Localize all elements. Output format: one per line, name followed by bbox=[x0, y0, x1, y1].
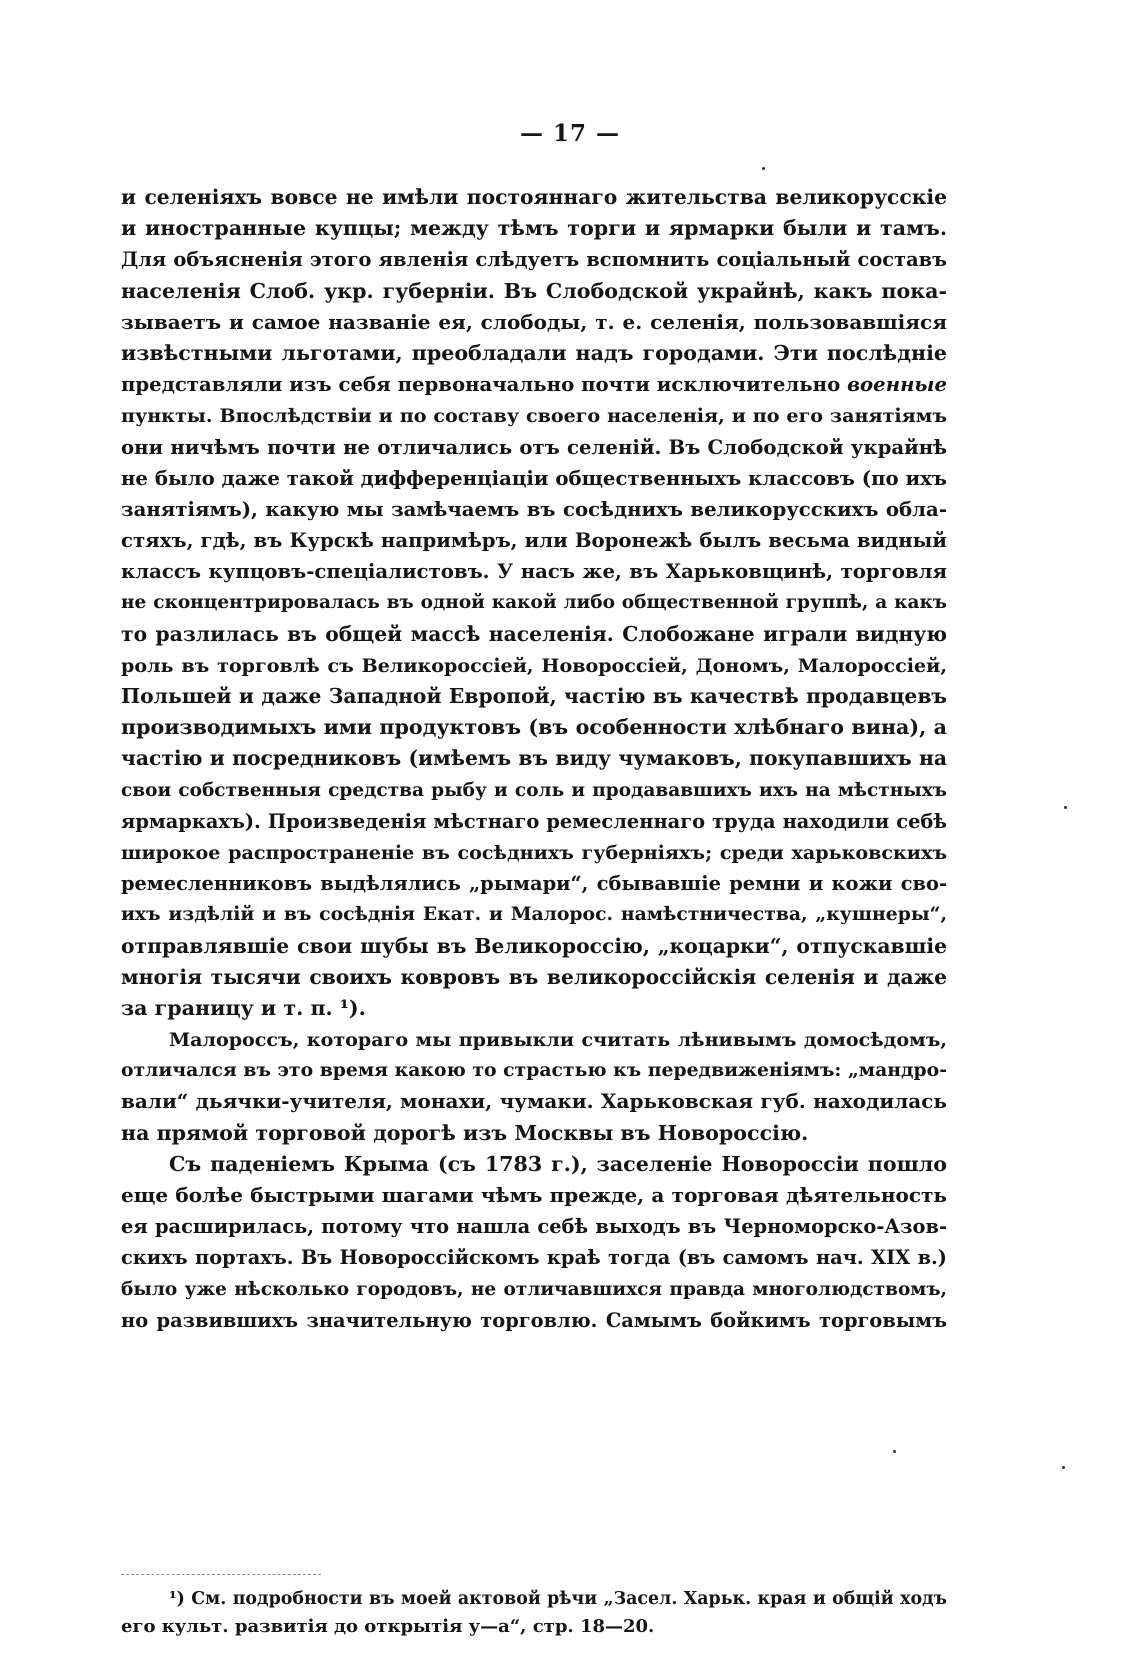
text-line: классъ купцовъ-спеціалистовъ. У насъ же, въ Харьковщинѣ, торговля bbox=[121, 560, 947, 584]
text-line: многія тысячи своихъ ковровъ въ великороссійскія селенія и даже bbox=[121, 964, 947, 989]
body-text bbox=[121, 182, 947, 1336]
text-line: стяхъ, гдѣ, въ Курскѣ напримѣръ, или Воронежѣ былъ весьма видный bbox=[121, 529, 947, 553]
text-line: отправлявшіе свои шубы въ Великороссію, „коцарки“, отпускавшіе bbox=[121, 933, 947, 958]
text-line: Польшей и даже Западной Европой, частію въ качествѣ продавцевъ bbox=[121, 684, 947, 708]
text-line: Малороссъ, котораго мы привыкли считать лѣнивымъ домосѣдомъ, bbox=[169, 1028, 947, 1052]
text-line: вали“ дьячки-учителя, монахи, чумаки. Харьковская губ. находилась bbox=[121, 1089, 947, 1114]
text-line: широкое распространеніе въ сосѣднихъ губерніяхъ; среди харьковскихъ bbox=[121, 840, 947, 864]
text-line: ея расширилась, потому что нашла себѣ выходъ въ Черноморско-Азов- bbox=[121, 1215, 947, 1239]
footnote-divider bbox=[121, 1574, 321, 1575]
text-line: населенія Слоб. укр. губерніи. Въ Слободской украйнѣ, какъ пока- bbox=[121, 278, 947, 303]
footnote-line: его культ. развитія до открытія у—а“, стр. 18—20. bbox=[121, 1616, 655, 1637]
text-line: на прямой торговой дорогѣ изъ Москвы въ Новороссію. bbox=[121, 1120, 809, 1145]
footnote bbox=[121, 1586, 947, 1640]
text-line: скихъ портахъ. Въ Новороссійскомъ краѣ тогда (въ самомъ нач. XIX в.) bbox=[121, 1246, 947, 1270]
text-line: ремесленниковъ выдѣлялись „рымари“, сбывавшіе ремни и кожи сво- bbox=[121, 872, 947, 896]
scan-speck bbox=[762, 167, 765, 170]
emphasis-word: военные bbox=[847, 373, 947, 397]
text-line: то разлилась въ общей массѣ населенія. Слобожане играли видную bbox=[121, 621, 947, 646]
text-line: но развившихъ значительную торговлю. Самымъ бойкимъ торговымъ bbox=[121, 1308, 947, 1332]
scan-speck bbox=[893, 1450, 896, 1453]
text-line-content: представляли изъ себя первоначально почти исключительно bbox=[121, 373, 841, 397]
text-line: роль въ торговлѣ съ Великороссіей, Новороссіей, Дономъ, Малороссіей, bbox=[121, 653, 947, 677]
text-line bbox=[121, 369, 947, 400]
text-line: Для объясненія этого явленія слѣдуетъ вспомнить соціальный составъ bbox=[121, 248, 947, 272]
scan-speck bbox=[1064, 806, 1067, 809]
text-line: пункты. Впослѣдствіи и по составу своего населенія, и по его занятіямъ bbox=[121, 404, 947, 428]
text-line: они ничѣмъ почти не отличались отъ селеній. Въ Слободской украйнѣ bbox=[121, 435, 947, 459]
text-line: и иностранные купцы; между тѣмъ торги и ярмарки были и тамъ. bbox=[121, 216, 947, 241]
text-line: свои собственныя средства рыбу и соль и продававшихъ ихъ на мѣстныхъ bbox=[121, 779, 947, 801]
text-line: частію и посредниковъ (имѣемъ въ виду чумаковъ, покупавшихъ на bbox=[121, 746, 947, 771]
text-line: ихъ издѣлій и въ сосѣднія Екат. и Малорос. намѣстничества, „кушнеры“, bbox=[121, 903, 947, 926]
text-line: не было даже такой дифференціаціи общественныхъ классовъ (по ихъ bbox=[121, 466, 947, 490]
text-line: Съ паденіемъ Крыма (съ 1783 г.), заселеніе Новороссіи пошло bbox=[169, 1151, 947, 1176]
text-line: еще болѣе быстрыми шагами чѣмъ прежде, а торговая дѣятельность bbox=[121, 1183, 947, 1207]
text-line: отличался въ это время какою то страстью къ передвиженіямъ: „мандро- bbox=[121, 1059, 947, 1082]
text-line: занятіямъ), какую мы замѣчаемъ въ сосѣднихъ великорусскихъ обла- bbox=[121, 497, 947, 521]
text-line: производимыхъ ими продуктовъ (въ особенности хлѣбнаго вина), а bbox=[121, 715, 947, 740]
text-line: и селеніяхъ вовсе не имѣли постояннаго жительства великорусскіе bbox=[121, 185, 947, 209]
page-number: — 17 — bbox=[519, 120, 621, 147]
text-line: не сконцентрировалась въ одной какой либо общественной группѣ, а какъ bbox=[121, 592, 947, 614]
text-line: извѣстными льготами, преобладали надъ городами. Эти послѣдніе bbox=[121, 340, 947, 365]
text-line: было уже нѣсколько городовъ, не отличавшихся правда многолюдствомъ, bbox=[121, 1278, 947, 1300]
text-line: зываетъ и самое названіе ея, слободы, т. е. селенія, пользовавшіяся bbox=[121, 309, 947, 334]
text-line: ярмаркахъ). Произведенія мѣстнаго ремесленнаго труда находили себѣ bbox=[121, 809, 947, 833]
text-line: за границу и т. п. ¹). bbox=[121, 995, 366, 1020]
footnote-line: ¹) См. подробности въ моей актовой рѣчи „Засел. Харьк. края и общій ходъ bbox=[169, 1589, 947, 1609]
scan-speck bbox=[1062, 1466, 1065, 1469]
